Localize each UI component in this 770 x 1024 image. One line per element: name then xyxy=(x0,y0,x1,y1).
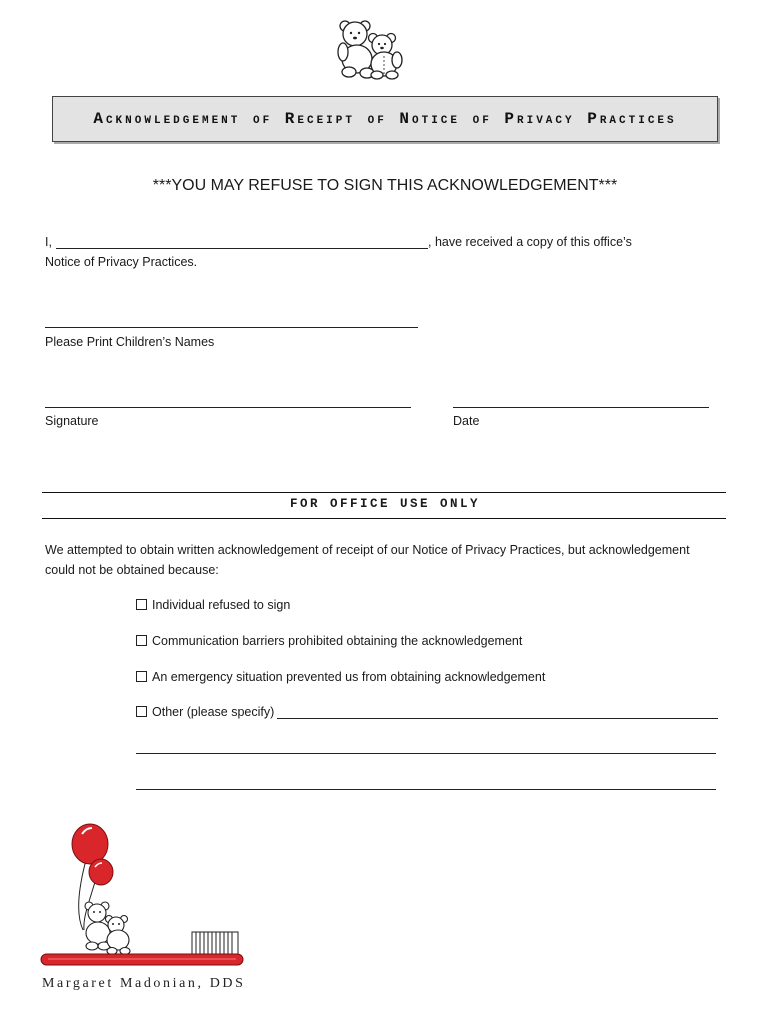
checkbox-refused[interactable] xyxy=(136,599,147,610)
option-other-label: Other (please specify) xyxy=(152,705,275,719)
teddy-bears-logo xyxy=(335,14,409,80)
option-refused-label: Individual refused to sign xyxy=(152,598,291,612)
practice-name: Margaret Madonian, DDS xyxy=(42,976,246,991)
option-other[interactable] xyxy=(136,704,274,720)
office-use-title: FOR OFFICE USE ONLY xyxy=(289,497,481,511)
office-intro-line2: could not be obtained because: xyxy=(45,563,219,577)
ack-suffix: , have received a copy of this office’s xyxy=(428,235,632,249)
option-refused[interactable] xyxy=(136,597,290,613)
balloons-toothbrush-logo xyxy=(38,820,248,970)
document-title-box xyxy=(52,96,718,142)
signature-label: Signature xyxy=(45,414,99,428)
ack-prefix: I, xyxy=(45,235,52,249)
office-rule-top xyxy=(42,492,726,493)
office-intro-line1: We attempted to obtain written acknowledgement of receipt of our Notice of Privacy Practices, but acknowledgement xyxy=(45,543,690,557)
option-communication[interactable] xyxy=(136,633,522,649)
refuse-notice: ***YOU MAY REFUSE TO SIGN THIS ACKNOWLEDGEMENT*** xyxy=(152,177,618,194)
signature-line[interactable] xyxy=(45,407,411,408)
option-emergency[interactable] xyxy=(136,669,545,685)
option-communication-label: Communication barriers prohibited obtaining the acknowledgement xyxy=(152,634,523,648)
patient-name-line[interactable] xyxy=(56,248,428,249)
checkbox-communication[interactable] xyxy=(136,635,147,646)
date-label: Date xyxy=(453,414,480,428)
children-names-line[interactable] xyxy=(45,327,418,328)
option-emergency-label: An emergency situation prevented us from obtaining acknowledgement xyxy=(152,670,546,684)
office-rule-bottom xyxy=(42,518,726,519)
ack-line2: Notice of Privacy Practices. xyxy=(45,255,198,269)
other-specify-line-3[interactable] xyxy=(136,789,716,790)
document-title: Acknowledgement of Receipt of Notice of Privacy Practices xyxy=(93,110,677,128)
date-line[interactable] xyxy=(453,407,709,408)
checkbox-emergency[interactable] xyxy=(136,671,147,682)
checkbox-other[interactable] xyxy=(136,706,147,717)
other-specify-line-2[interactable] xyxy=(136,753,716,754)
children-names-label: Please Print Children’s Names xyxy=(45,335,215,349)
other-specify-line-1[interactable] xyxy=(277,718,718,719)
